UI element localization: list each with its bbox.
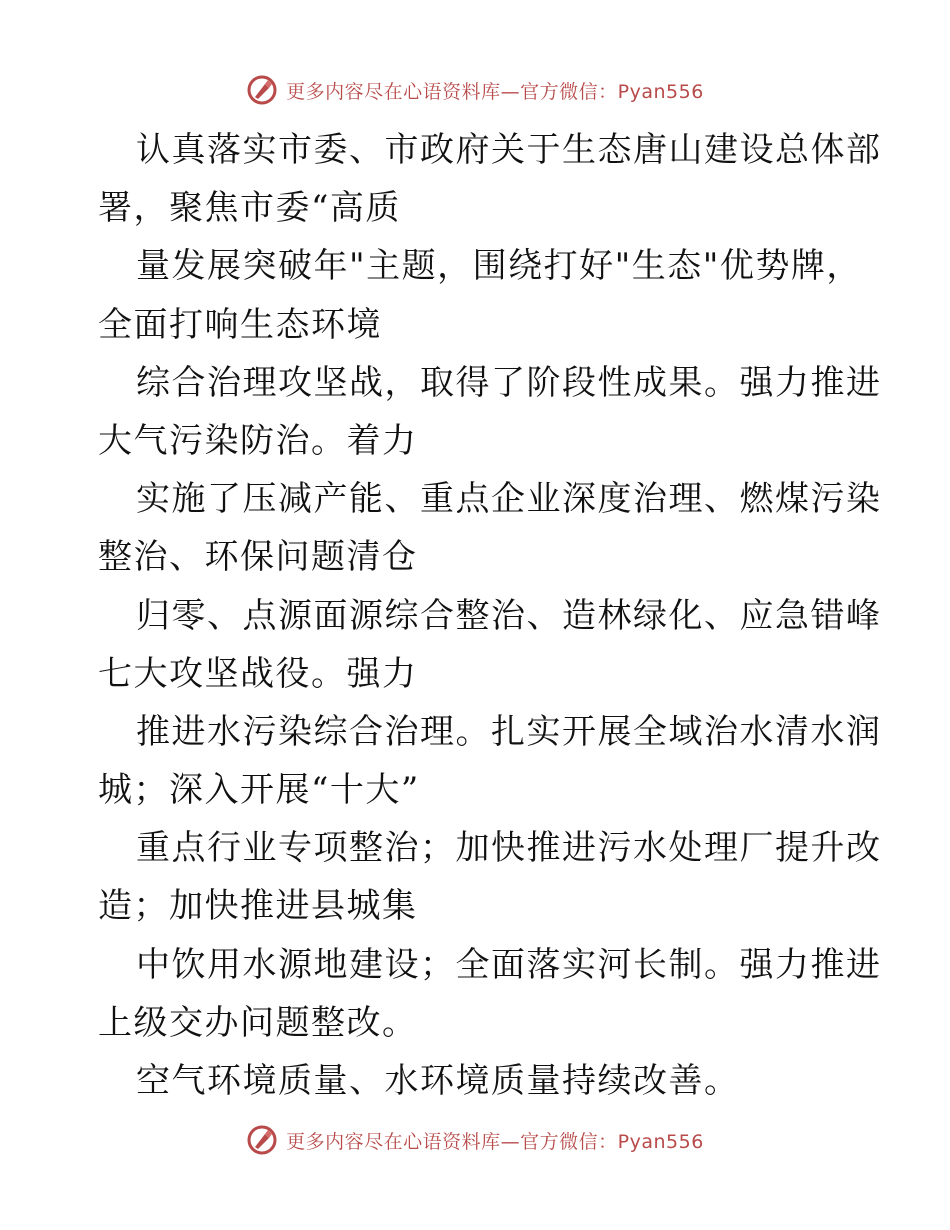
- pen-nib-circle-icon: [246, 1124, 278, 1156]
- paragraph-line: 推进水污染综合治理。扎实开展全域治水清水润: [136, 711, 882, 752]
- paragraph-line: 七大攻坚战役。强力: [98, 653, 418, 694]
- paragraph-line: 上级交办问题整改。: [98, 1002, 418, 1043]
- paragraph-line: 城；深入开展“十大”: [98, 770, 420, 811]
- document-body: [98, 121, 882, 1110]
- watermark-text: 更多内容尽在心语资料库—官方微信：Pyan556: [286, 1130, 704, 1153]
- footer-watermark: [0, 1120, 950, 1160]
- paragraph-line: 归零、点源面源综合整治、造林绿化、应急错峰: [136, 595, 882, 636]
- paragraph-line: 空气环境质量、水环境质量持续改善。: [136, 1061, 740, 1101]
- watermark-text: 更多内容尽在心语资料库—官方微信：Pyan556: [286, 80, 704, 103]
- paragraph-line: 造；加快推进县城集: [98, 886, 418, 927]
- paragraph-line: 重点行业专项整治；加快推进污水处理厂提升改: [136, 828, 882, 869]
- pen-nib-circle-icon: [246, 74, 278, 106]
- paragraph-line: 整治、环保问题清仓: [98, 537, 418, 578]
- paragraph-line: 实施了压减产能、重点企业深度治理、燃煤污染: [136, 479, 882, 520]
- paragraph-line: 全面打响生态环境: [98, 304, 382, 345]
- paragraph-line: 量发展突破年"主题，围绕打好"生态"优势牌，: [136, 246, 862, 287]
- header-watermark: [0, 70, 950, 110]
- paragraph-line: 认真落实市委、市政府关于生态唐山建设总体部: [136, 130, 882, 170]
- paragraph-line: 综合治理攻坚战，取得了阶段性成果。强力推进: [136, 362, 882, 403]
- paragraph-line: 署，聚焦市委“高质: [98, 188, 401, 229]
- paragraph-line: 中饮用水源地建设；全面落实河长制。强力推进: [136, 944, 882, 985]
- paragraph-line: 大气污染防治。着力: [98, 420, 418, 461]
